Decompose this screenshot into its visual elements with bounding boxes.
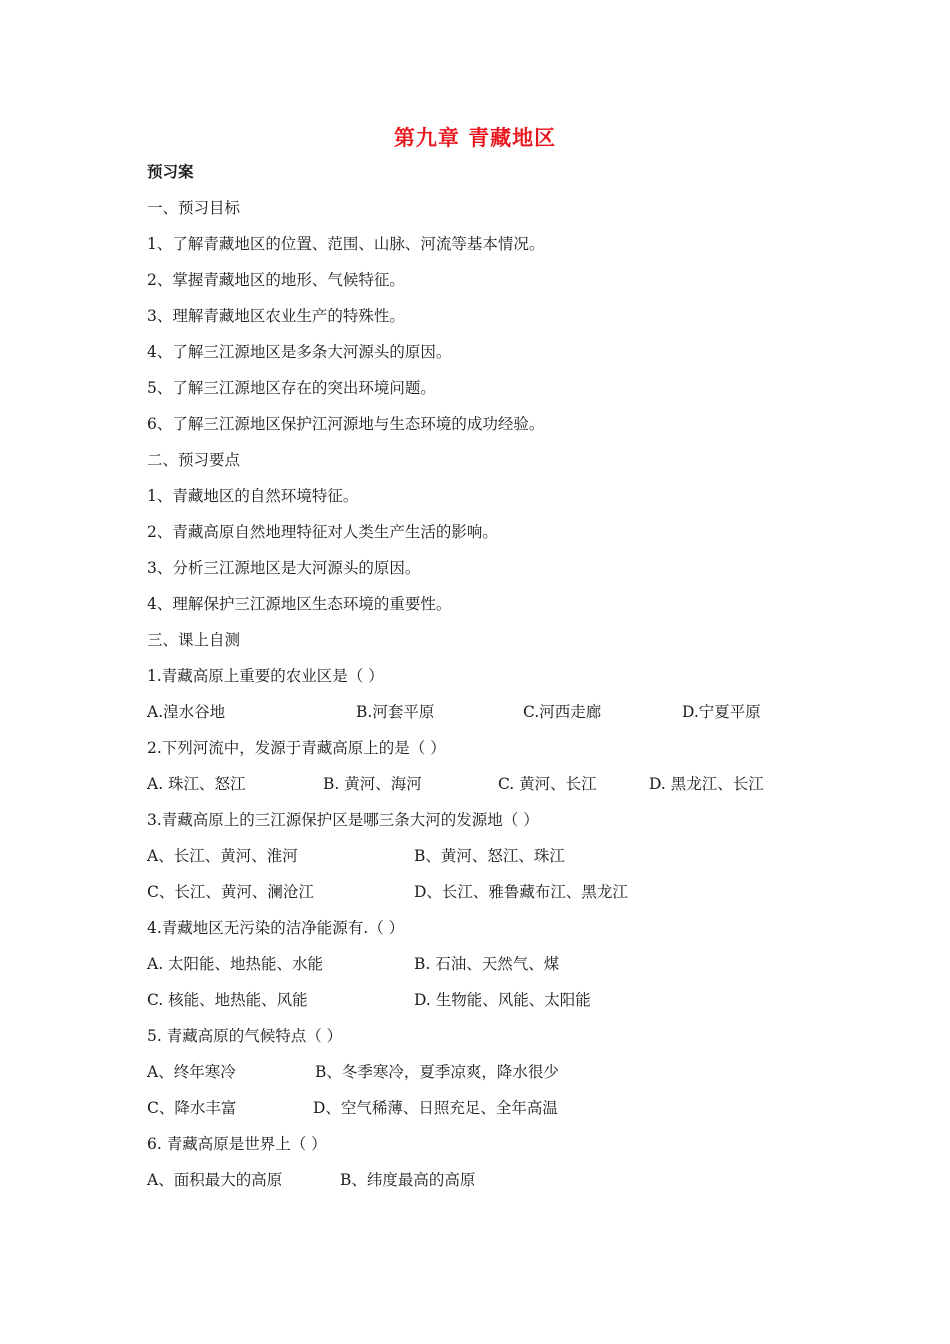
option-c: C. 核能、地热能、风能 xyxy=(147,991,308,1009)
option-b: B、黄河、怒江、珠江 xyxy=(414,847,565,865)
option-d: D.宁夏平原 xyxy=(682,703,761,721)
option-b: B、纬度最高的高原 xyxy=(340,1171,476,1189)
option-d: D. 生物能、风能、太阳能 xyxy=(414,991,591,1009)
goal-item: 2、掌握青藏地区的地形、气候特征。 xyxy=(147,271,405,289)
option-a: A、面积最大的高原 xyxy=(147,1171,283,1189)
question-stem: 5. 青藏高原的气候特点（ ） xyxy=(147,1027,343,1045)
option-c: C、降水丰富 xyxy=(147,1099,237,1117)
option-c: C. 黄河、长江 xyxy=(498,775,597,793)
option-a: A、长江、黄河、淮河 xyxy=(147,847,298,865)
option-a: A. 太阳能、地热能、水能 xyxy=(147,955,324,973)
section-label: 预习案 xyxy=(147,163,194,181)
option-d: D. 黑龙江、长江 xyxy=(649,775,764,793)
question-stem: 6. 青藏高原是世界上（ ） xyxy=(147,1135,327,1153)
option-a: A.湟水谷地 xyxy=(147,703,226,721)
option-c: C.河西走廊 xyxy=(523,703,602,721)
keypoint-item: 3、分析三江源地区是大河源头的原因。 xyxy=(147,559,421,577)
keypoint-item: 2、青藏高原自然地理特征对人类生产生活的影响。 xyxy=(147,523,498,541)
keypoint-item: 1、青藏地区的自然环境特征。 xyxy=(147,487,359,505)
section-heading-goals: 一、预习目标 xyxy=(147,199,241,217)
option-b: B、冬季寒冷，夏季凉爽，降水很少 xyxy=(315,1063,559,1081)
option-b: B. 石油、天然气、煤 xyxy=(414,955,560,973)
option-c: C、长江、黄河、澜沧江 xyxy=(147,883,314,901)
document-title: 第九章 青藏地区 xyxy=(393,126,557,150)
option-a: A、终年寒冷 xyxy=(147,1063,236,1081)
option-d: D、空气稀薄、日照充足、全年高温 xyxy=(313,1099,558,1117)
question-stem: 3.青藏高原上的三江源保护区是哪三条大河的发源地（ ） xyxy=(147,811,539,829)
section-heading-selftest: 三、课上自测 xyxy=(147,631,241,649)
option-a: A. 珠江、怒江 xyxy=(147,775,246,793)
goal-item: 3、理解青藏地区农业生产的特殊性。 xyxy=(147,307,405,325)
question-stem: 2.下列河流中，发源于青藏高原上的是（ ） xyxy=(147,739,446,757)
section-heading-keypoints: 二、预习要点 xyxy=(147,451,241,469)
goal-item: 1、了解青藏地区的位置、范围、山脉、河流等基本情况。 xyxy=(147,235,545,253)
goal-item: 6、了解三江源地区保护江河源地与生态环境的成功经验。 xyxy=(147,415,545,433)
keypoint-item: 4、理解保护三江源地区生态环境的重要性。 xyxy=(147,595,452,613)
option-b: B. 黄河、海河 xyxy=(323,775,422,793)
question-stem: 1.青藏高原上重要的农业区是（ ） xyxy=(147,667,384,685)
goal-item: 5、了解三江源地区存在的突出环境问题。 xyxy=(147,379,436,397)
option-b: B.河套平原 xyxy=(356,703,435,721)
option-d: D、长江、雅鲁藏布江、黑龙江 xyxy=(414,883,628,901)
question-stem: 4.青藏地区无污染的洁净能源有.（ ） xyxy=(147,919,405,937)
goal-item: 4、了解三江源地区是多条大河源头的原因。 xyxy=(147,343,452,361)
